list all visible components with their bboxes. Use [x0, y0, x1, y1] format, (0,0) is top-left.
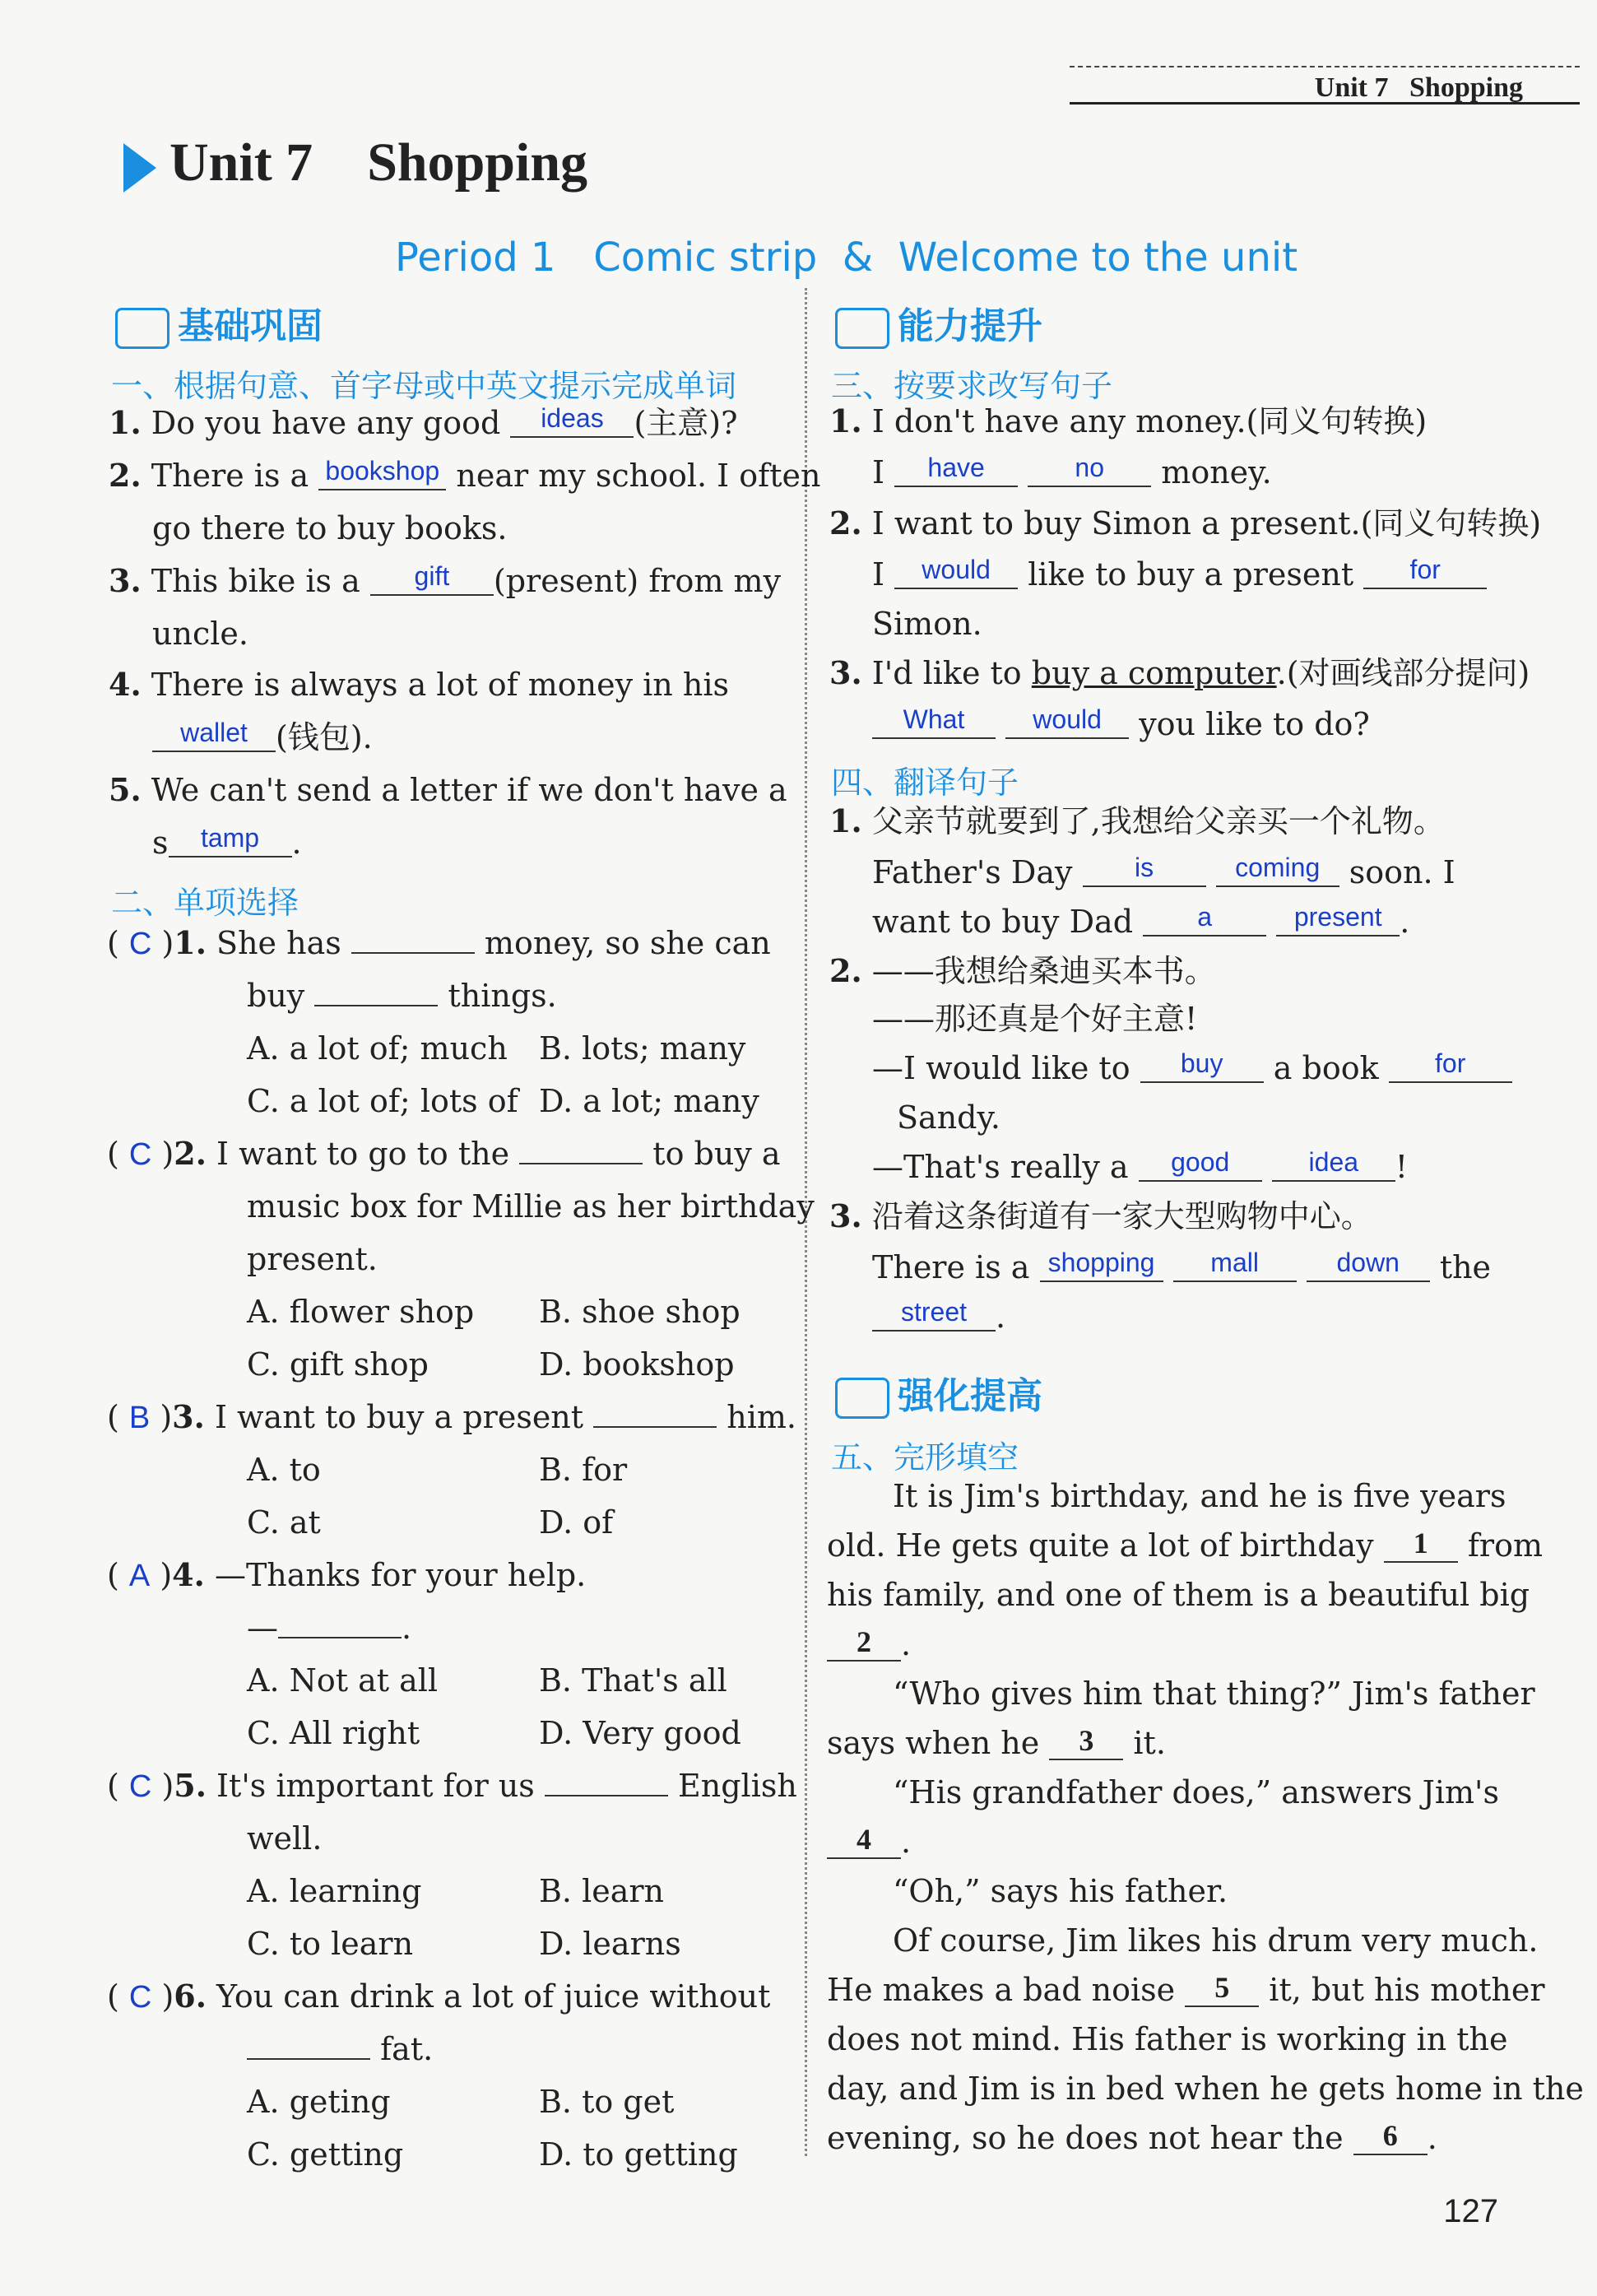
cloze-line-9: “Oh,” says his father.: [893, 1873, 1228, 1909]
part2-heading: 二、单项选择: [111, 885, 299, 921]
q5-cont: s tamp .: [152, 825, 302, 864]
q5: 5. We can't send a letter if we don't have a: [109, 771, 787, 808]
mcq2-optA: A. flower shop: [247, 1294, 475, 1330]
mcq6-cont: fat.: [247, 2031, 433, 2067]
mcq3: ( B )3. I want to buy a present him.: [107, 1398, 796, 1435]
mcq2-optB: B. shoe shop: [539, 1294, 740, 1330]
mcq5: ( C )5. It's important for us English: [107, 1767, 797, 1804]
q2-cont: go there to buy books.: [152, 510, 508, 546]
mcq4-optD: D. Very good: [539, 1715, 741, 1751]
cloze-line-6: says when he 3 it.: [827, 1724, 1166, 1761]
section-ability: 能力提升: [835, 296, 1042, 349]
t2-en2: Sandy.: [897, 1099, 1000, 1136]
q1: 1. Do you have any good ideas (主意)?: [109, 405, 737, 444]
mcq5-optC: C. to learn: [247, 1926, 414, 1962]
mcq4-cont: — .: [247, 1610, 412, 1646]
cloze-line-11: He makes a bad noise 5 it, but his mother: [827, 1971, 1545, 2008]
mcq6-optB: B. to get: [539, 2084, 675, 2120]
t1-en2: want to buy Dad a present .: [872, 904, 1409, 943]
mcq1-optD: D. a lot; many: [539, 1083, 759, 1119]
page-number: 127: [1443, 2193, 1498, 2229]
pen-icon: [835, 308, 889, 349]
mcq3-optC: C. at: [247, 1504, 321, 1541]
t2-cn1: 2. ——我想给桑迪买本书。: [829, 952, 1216, 989]
t3-en2: street .: [872, 1299, 1005, 1338]
mcq2-cont2: present.: [247, 1241, 378, 1277]
q3: 3. This bike is a gift (present) from my: [109, 563, 781, 602]
book-icon: [835, 1378, 889, 1419]
r2-answer: I would like to buy a present for: [872, 556, 1487, 596]
t2-cn2: ——那还真是个好主意!: [872, 1001, 1198, 1037]
header-dash-line: [1070, 66, 1580, 67]
t1-en: Father's Day is coming soon. I: [872, 854, 1455, 894]
r1-answer: I have no money.: [872, 454, 1272, 494]
cloze-line-14: evening, so he does not hear the 6 .: [827, 2119, 1437, 2156]
mcq4-optB: B. That's all: [539, 1662, 727, 1699]
period-title: Period 1 Comic strip & Welcome to the unit: [395, 235, 1298, 281]
part3-heading: 三、按要求改写句子: [831, 368, 1113, 404]
section-advanced: 强化提高: [835, 1366, 1042, 1419]
mcq2: ( C )2. I want to go to the to buy a: [107, 1135, 781, 1172]
mcq6-optC: C. getting: [247, 2136, 404, 2173]
q2: 2. There is a bookshop near my school. I often: [109, 458, 820, 497]
mcq5-optD: D. learns: [539, 1926, 681, 1962]
cloze-line-12: does not mind. His father is working in the: [827, 2021, 1508, 2057]
q3-cont: uncle.: [152, 616, 248, 652]
cloze-line-7: “His grandfather does,” answers Jim's: [893, 1774, 1499, 1810]
q4-cont: wallet (钱包).: [152, 719, 373, 759]
cloze-line-4: 2 .: [827, 1626, 911, 1665]
cloze-line-5: “Who gives him that thing?” Jim's father: [893, 1676, 1535, 1712]
mcq6-optA: A. geting: [247, 2084, 391, 2120]
mcq3-optA: A. to: [247, 1452, 321, 1488]
part5-heading: 五、完形填空: [831, 1439, 1019, 1476]
cloze-line-2: old. He gets quite a lot of birthday 1 from: [827, 1527, 1543, 1564]
cloze-line-10: Of course, Jim likes his drum very much.: [893, 1922, 1539, 1959]
mcq4-optA: A. Not at all: [247, 1662, 439, 1699]
arrow-icon: [123, 143, 156, 193]
r3: 3. I'd like to buy a computer.(对画线部分提问): [829, 654, 1530, 691]
r1: 1. I don't have any money.(同义句转换): [829, 402, 1428, 439]
mcq1-cont: buy things.: [247, 978, 557, 1014]
t1-cn: 1. 父亲节就要到了,我想给父亲买一个礼物。: [829, 802, 1445, 839]
t2-en3: —That's really a good idea !: [872, 1149, 1408, 1188]
cloze-line-13: day, and Jim is in bed when he gets home in the: [827, 2071, 1584, 2107]
q4: 4. There is always a lot of money in his: [109, 666, 729, 703]
mcq1: ( C )1. She has money, so she can: [107, 924, 771, 961]
mcq2-cont: music box for Millie as her birthday: [247, 1188, 815, 1225]
cloze-line-3: his family, and one of them is a beautiful big: [827, 1577, 1530, 1613]
mcq5-optB: B. learn: [539, 1873, 665, 1909]
mcq2-optC: C. gift shop: [247, 1346, 429, 1383]
mcq1-optC: C. a lot of; lots of: [247, 1083, 518, 1119]
cloze-line-1: It is Jim's birthday, and he is five years: [893, 1478, 1506, 1514]
ruler-icon: [115, 308, 169, 349]
mcq5-optA: A. learning: [247, 1873, 422, 1909]
page-title: Unit 7 Shopping: [123, 132, 587, 194]
cloze-line-8: 4 .: [827, 1824, 911, 1862]
t3-cn: 3. 沿着这条街道有一家大型购物中心。: [829, 1197, 1372, 1234]
r2: 2. I want to buy Simon a present.(同义句转换): [829, 504, 1542, 541]
mcq1-optA: A. a lot of; much: [247, 1030, 508, 1067]
section-basic: 基础巩固: [115, 296, 323, 349]
mcq1-optB: B. lots; many: [539, 1030, 746, 1067]
t3-en: There is a shopping mall down the: [872, 1249, 1491, 1289]
running-header: Unit 7 Shopping: [1314, 72, 1523, 103]
mcq4-optC: C. All right: [247, 1715, 420, 1751]
mcq3-optB: B. for: [539, 1452, 628, 1488]
mcq6: ( C )6. You can drink a lot of juice without: [107, 1978, 771, 2015]
part1-heading: 一、根据句意、首字母或中英文提示完成单词: [111, 368, 737, 404]
t2-en: —I would like to buy a book for: [872, 1050, 1512, 1090]
mcq2-optD: D. bookshop: [539, 1346, 735, 1383]
mcq6-optD: D. to getting: [539, 2136, 738, 2173]
r2-cont: Simon.: [872, 606, 982, 642]
r3-answer: What would you like to do?: [872, 706, 1370, 746]
part4-heading: 四、翻译句子: [831, 765, 1019, 801]
mcq4: ( A )4. —Thanks for your help.: [107, 1556, 587, 1593]
header-rule: [1070, 102, 1580, 105]
mcq3-optD: D. of: [539, 1504, 614, 1541]
mcq5-cont: well.: [247, 1820, 323, 1857]
